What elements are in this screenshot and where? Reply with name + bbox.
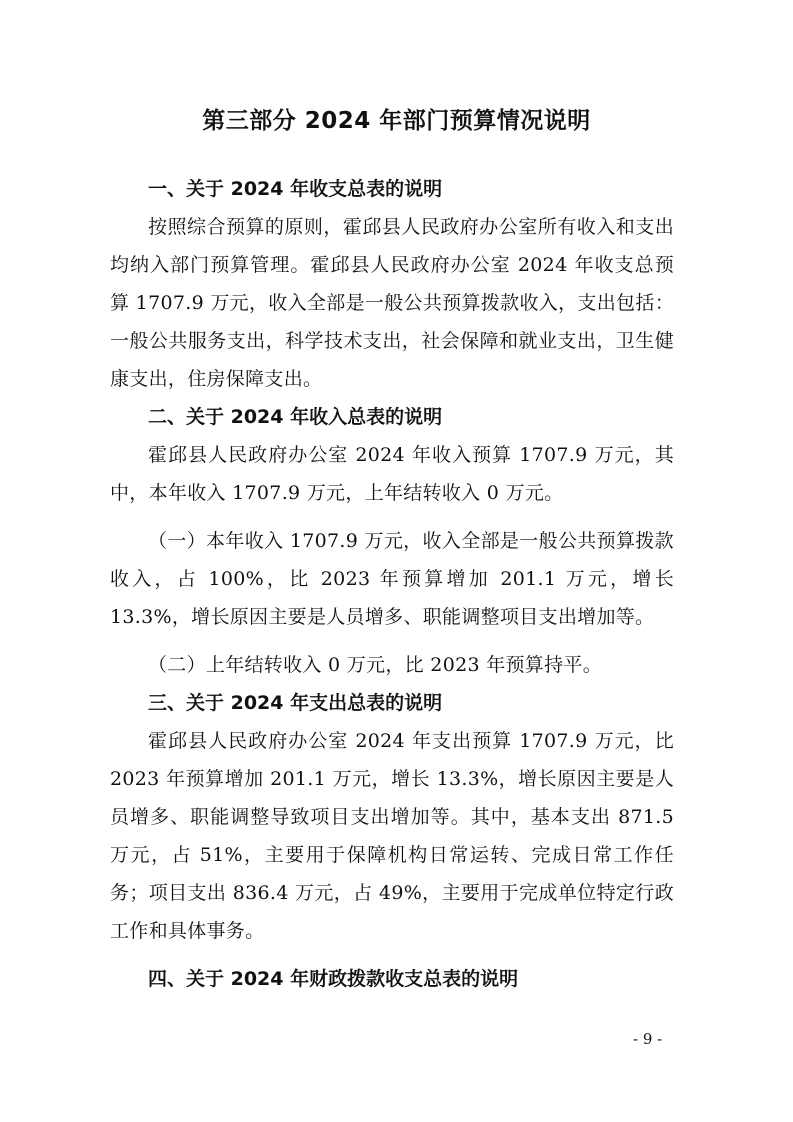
section-heading-2: 二、关于 2024 年收入总表的说明 — [148, 406, 443, 428]
section-heading-3: 三、关于 2024 年支出总表的说明 — [148, 692, 443, 714]
section-2-paragraph-1: 霍邱县人民政府办公室 2024 年收入预算 1707.9 万元，其中，本年收入 1707.9 万元，上年结转收入 0 万元。 — [110, 444, 674, 504]
document-body — [110, 170, 674, 998]
section-heading-1: 一、关于 2024 年收支总表的说明 — [148, 178, 443, 200]
section-heading-4: 四、关于 2024 年财政拨款收支总表的说明 — [148, 968, 519, 990]
section-2-paragraph-3: （二）上年结转收入 0 万元，比 2023 年预算持平。 — [148, 654, 603, 676]
section-2-paragraph-2: （一）本年收入 1707.9 万元，收入全部是一般公共预算拨款收入，占 100%，比 2023 年预算增加 201.1 万元，增长 13.3%，增长原因主要是人员增多、职能调整项目支出增加等。 — [110, 530, 674, 628]
section-1-paragraph-1: 按照综合预算的原则，霍邱县人民政府办公室所有收入和支出均纳入部门预算管理。霍邱县人民政府办公室 2024 年收支总预算 1707.9 万元，收入全部是一般公共预算拨款收入，支出包括：一般公共服务支出，科学技术支出，社会保障和就业支出，卫生健康支出，住房保障支出。 — [110, 216, 674, 390]
page-title: 第三部分 2024 年部门预算情况说明 — [202, 108, 591, 134]
page-number: - 9 - — [633, 1030, 663, 1048]
section-3-paragraph-1: 霍邱县人民政府办公室 2024 年支出预算 1707.9 万元，比 2023 年预算增加 201.1 万元，增长 13.3%，增长原因主要是人员增多、职能调整导致项目支出增加等。其中，基本支出 871.5 万元，占 51%，主要用于保障机构日常运转、完成日常工作任务；项目支出 836.4 万元，占 49%，主要用于完成单位特定行政工作和具体事务。 — [110, 730, 674, 942]
